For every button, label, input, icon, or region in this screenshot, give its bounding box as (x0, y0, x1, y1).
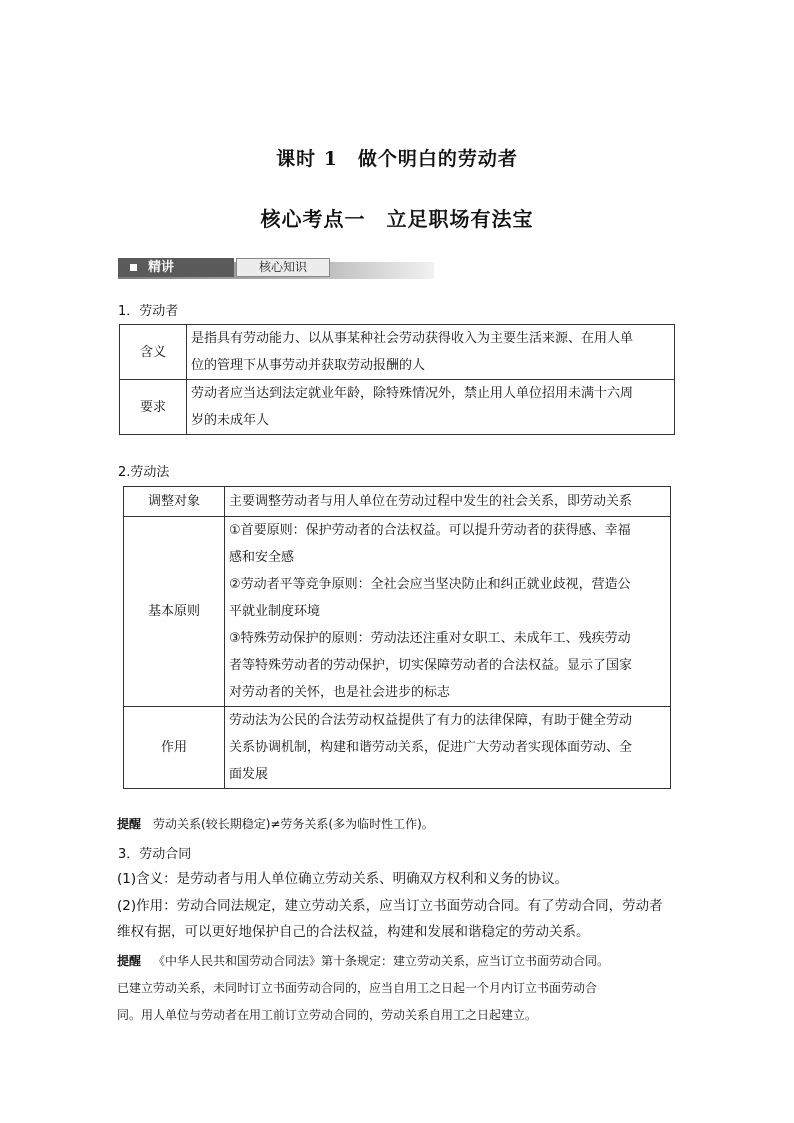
section-tag-bar (118, 258, 434, 279)
text-line: 劳动者应当达到法定就业年龄，除特殊情况外，禁止用人单位招用未满十六周 (191, 386, 634, 401)
lesson-title: 课时 1 做个明白的劳动者 (276, 148, 518, 170)
text-line: 已建立劳动关系，未同时订立书面劳动合同的，应当自用工之日起一个月内订立书面劳动合 (117, 981, 598, 995)
square-bullet-icon (130, 264, 137, 271)
text-line (117, 948, 685, 975)
sec3-heading: 3．劳动合同 (118, 847, 192, 862)
reminder-text: 劳动关系(较长期稳定)≠劳务关系(多为临时性工作)。 (153, 817, 434, 831)
text-line: 岁的未成年人 (191, 413, 270, 428)
section-title: 核心考点一 立足职场有法宝 (260, 207, 534, 231)
tag-jingjiang (118, 258, 234, 277)
table-row (120, 325, 675, 380)
row-label: 基本原则 (124, 517, 225, 707)
reminder-note-1 (117, 811, 685, 838)
table-row (124, 707, 671, 789)
table-row (124, 517, 671, 707)
row-text (187, 380, 675, 435)
laborer-table (119, 324, 675, 435)
text-line: 者等特殊劳动者的劳动保护，切实保障劳动者的合法权益。显示了国家 (229, 658, 633, 673)
text-line: 平就业制度环境 (229, 604, 321, 619)
tag-left-label: 精讲 (148, 260, 175, 275)
row-label: 含义 (120, 325, 187, 380)
row-text (225, 487, 671, 517)
row-text (187, 325, 675, 380)
tag-core-knowledge: 核心知识 (236, 258, 330, 277)
row-label: 要求 (120, 380, 187, 435)
sec1-heading: 1．劳动者 (118, 304, 179, 319)
text-line: 是指具有劳动能力、以从事某种社会劳动获得收入为主要生活来源、在用人单 (191, 331, 634, 346)
text-line: 关系协调机制，构建和谐劳动关系，促进广大劳动者实现体面劳动、全 (229, 740, 633, 755)
text-line: ①首要原则：保护劳动者的合法权益。可以提升劳动者的获得感、幸福 (229, 523, 631, 538)
table-row (124, 487, 671, 517)
contract-function (117, 893, 692, 945)
row-text (225, 517, 671, 707)
text-line: 面发展 (229, 767, 269, 782)
reminder-note-2 (117, 948, 685, 1029)
text-line: 劳动法为公民的合法劳动权益提供了有力的法律保障，有助于健全劳动 (229, 713, 633, 728)
reminder-label: 提醒 (117, 817, 142, 831)
text-line: ②劳动者平等竞争原则：全社会应当坚决防止和纠正就业歧视，营造公 (229, 577, 631, 592)
text-line: 同。用人单位与劳动者在用工前订立劳动合同的，劳动关系自用工之日起建立。 (117, 1008, 538, 1022)
text-line: 对劳动者的关怀，也是社会进步的标志 (229, 685, 451, 700)
reminder-label: 提醒 (117, 954, 142, 968)
text-line: (2)作用：劳动合同法规定，建立劳动关系，应当订立书面劳动合同。有了劳动合同，劳动者 (117, 898, 663, 914)
text-line: 感和安全感 (229, 550, 295, 565)
row-text (225, 707, 671, 789)
row-label: 作用 (124, 707, 225, 789)
labor-law-table (123, 486, 671, 789)
reminder-text: 《中华人民共和国劳动合同法》第十条规定：建立劳动关系，应当订立书面劳动合同。 (153, 954, 610, 968)
contract-meaning: (1)含义：是劳动者与用人单位确立劳动关系、明确双方权利和义务的协议。 (117, 871, 569, 887)
table-row (120, 380, 675, 435)
text-line: 维权有据，可以更好地保护自己的合法权益，构建和发展和谐稳定的劳动关系。 (117, 924, 590, 940)
text-line: ③特殊劳动保护的原则：劳动法还注重对女职工、未成年工、残疾劳动 (229, 631, 631, 646)
sec2-heading: 2.劳动法 (118, 465, 170, 480)
row-label: 调整对象 (124, 487, 225, 517)
text-line: 位的管理下从事劳动并获取劳动报酬的人 (191, 358, 426, 373)
text-line: 主要调整劳动者与用人单位在劳动过程中发生的社会关系，即劳动关系 (229, 494, 633, 509)
